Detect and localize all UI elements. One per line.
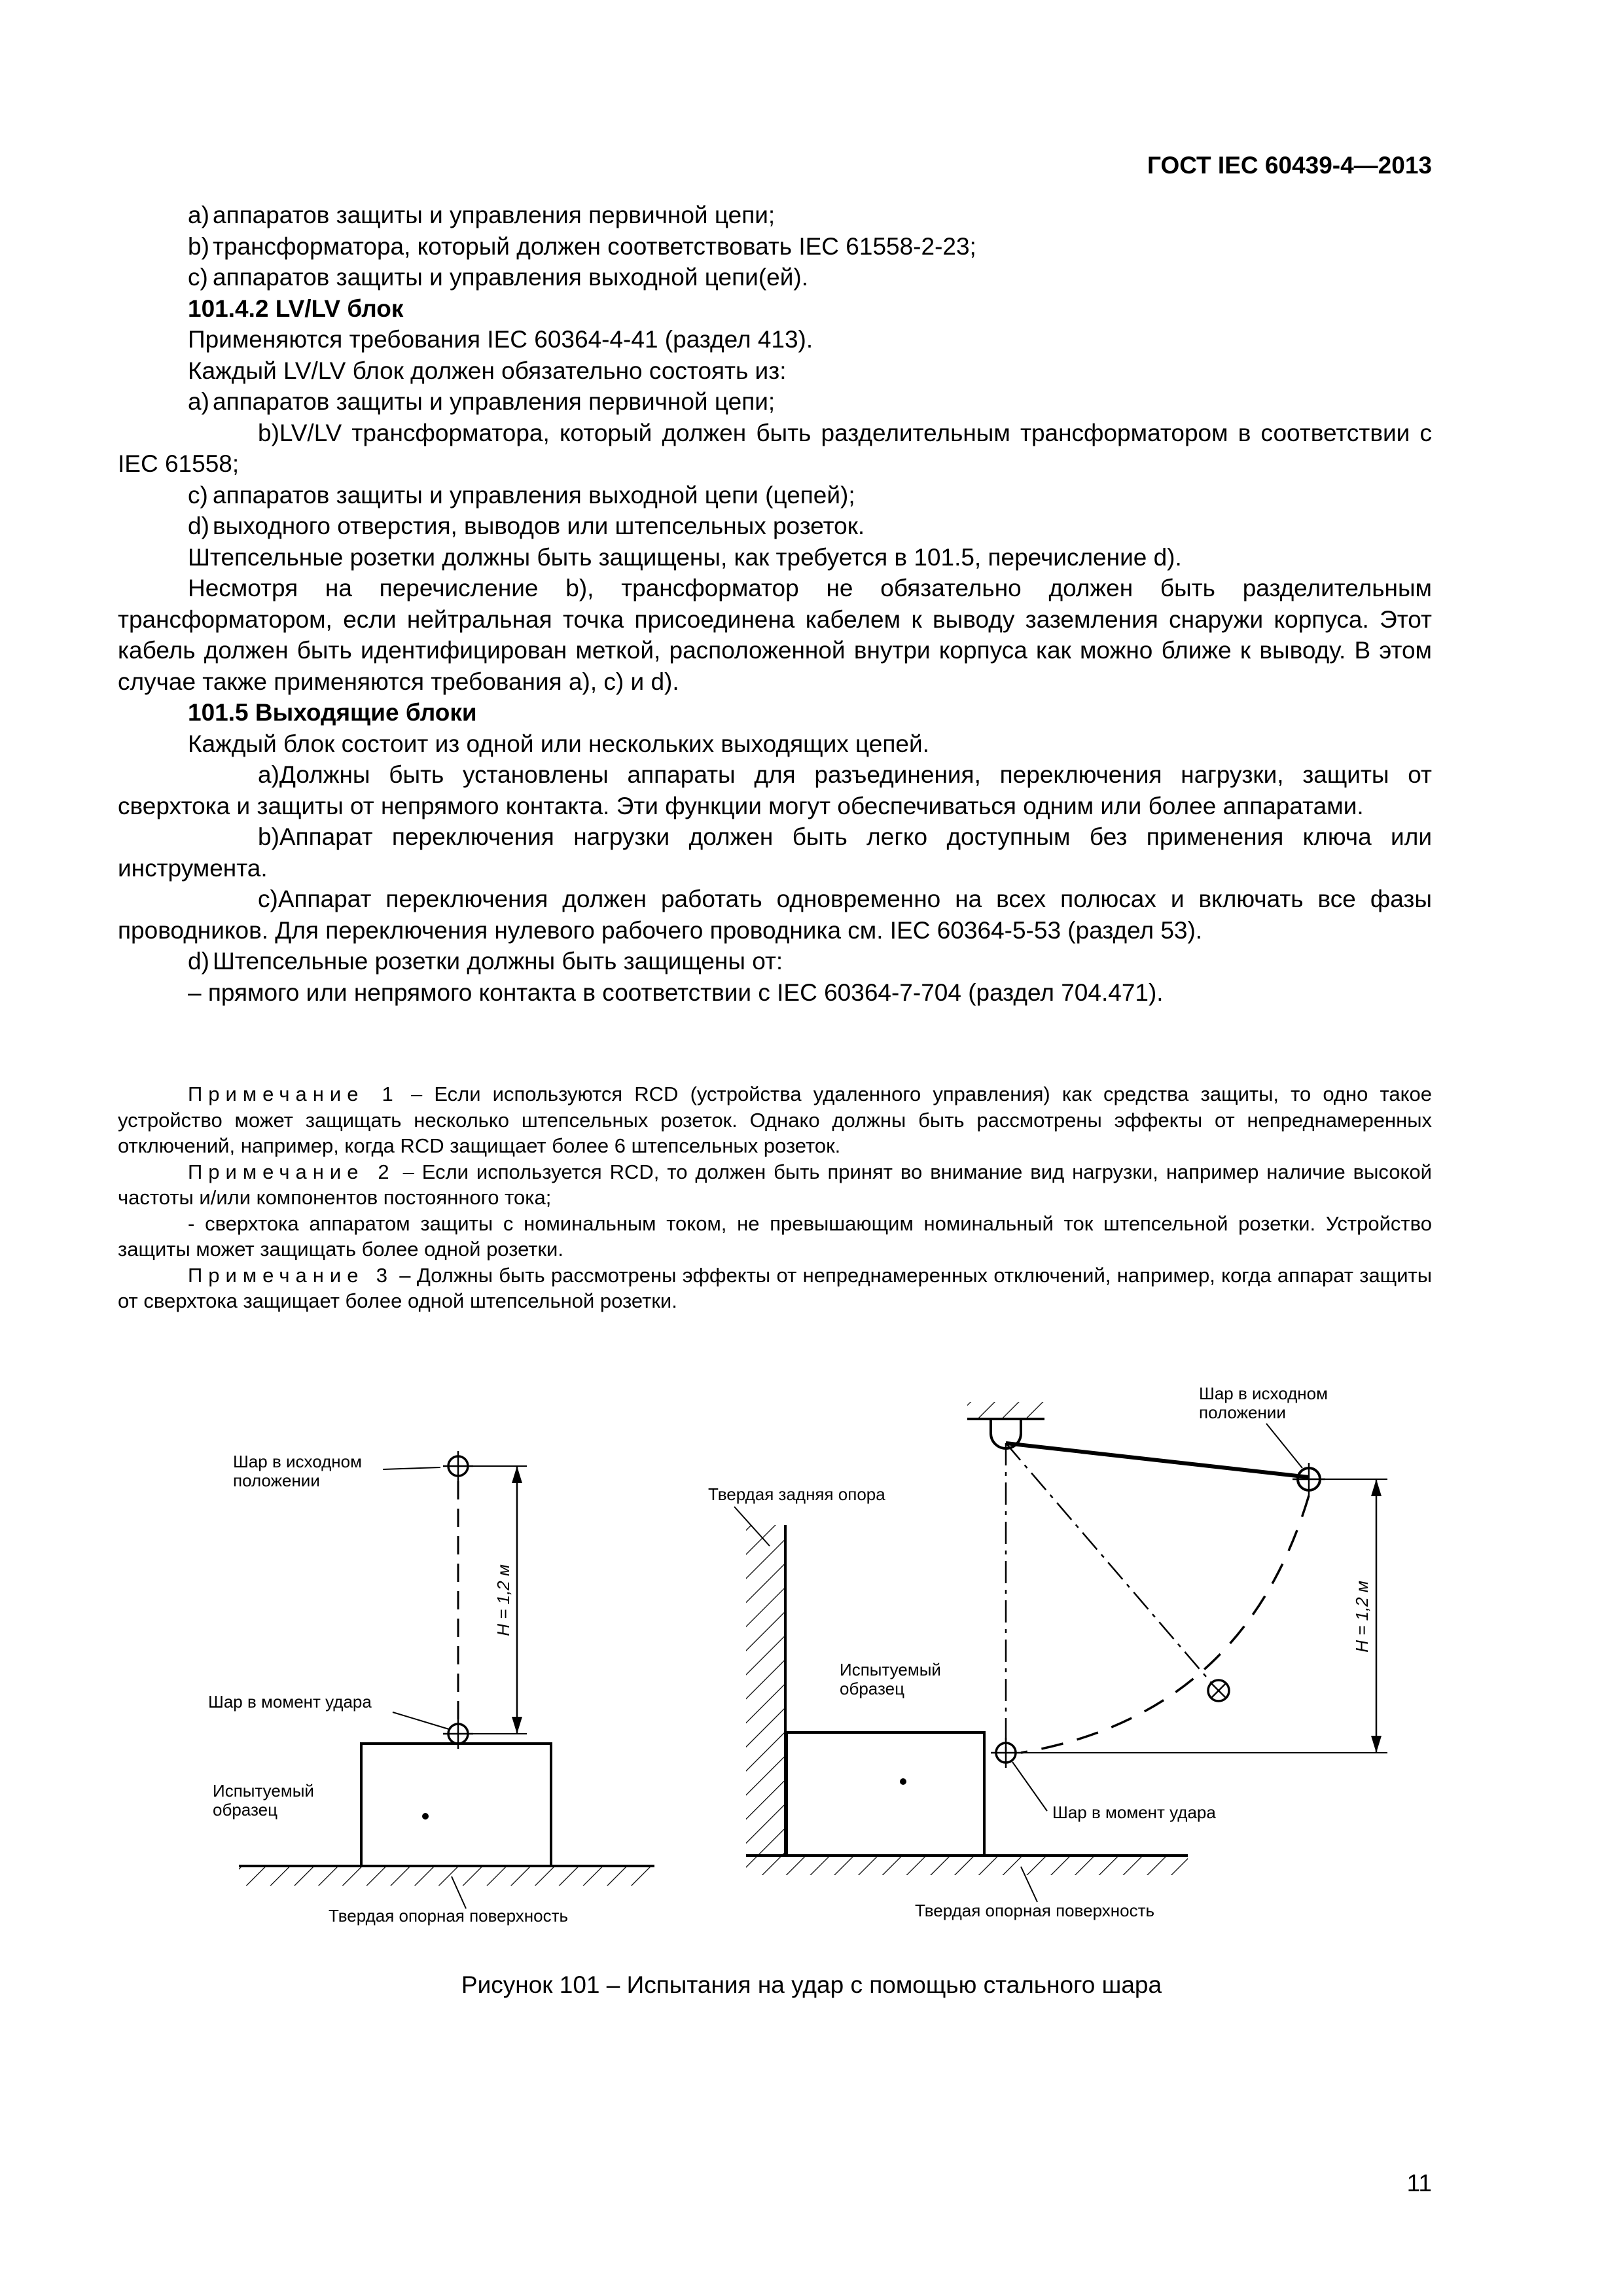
arrow-up-icon <box>512 1466 522 1483</box>
label-sample-1: Испытуемый <box>840 1660 941 1679</box>
list-text: аппаратов защиты и управления первичной цепи; <box>213 388 776 415</box>
list-text: LV/LV трансформатора, который должен быть разделительным трансформатором в соответствии с IEC 61558; <box>118 419 1432 477</box>
list-text: аппаратов защиты и управления первичной цепи; <box>213 202 776 228</box>
impact-test-figure <box>0 1361 1623 1937</box>
notes <box>118 1081 1432 1314</box>
list-text: аппаратов защиты и управления выходной цепи (цепей); <box>213 481 855 509</box>
ball-start-icon <box>1293 1463 1325 1496</box>
list-item <box>118 821 1432 884</box>
list-marker: a) <box>188 202 209 228</box>
label-ball-start-2: положении <box>1199 1403 1286 1422</box>
note-label: Примечание 2 <box>188 1160 395 1183</box>
list-item <box>118 231 1432 262</box>
note-text: – Должны быть рассмотрены эффекты от непреднамеренных отключений, например, когда аппарат защиты от сверхтока защищает более одной штепсельной розетки. <box>118 1263 1432 1312</box>
label-ball-start-1: Шар в исходном <box>233 1452 362 1471</box>
paragraph: Штепсельные розетки должны быть защищены, как требуется в 101.5, перечисление d). <box>188 543 1182 571</box>
free-fall-diagram <box>208 1451 654 1926</box>
label-sample-2: образец <box>840 1679 904 1698</box>
leader-line <box>1012 1762 1047 1811</box>
list-marker: b) <box>258 419 279 446</box>
ground-hatch <box>239 1867 654 1886</box>
label-sample-2: образец <box>213 1800 277 1820</box>
note <box>118 1081 1432 1159</box>
sample-dot <box>900 1778 906 1785</box>
ball-mid-icon <box>1208 1680 1229 1701</box>
paragraph: Применяются требования IEC 60364-4-41 (раздел 413). <box>188 326 813 353</box>
note <box>118 1263 1432 1314</box>
pendulum-diagram <box>708 1384 1387 1920</box>
label-back-support: Твердая задняя опора <box>708 1484 885 1504</box>
list-item <box>118 200 1432 231</box>
list-item <box>118 262 1432 293</box>
paragraph: Каждый LV/LV блок должен обязательно состоять из: <box>188 357 787 384</box>
label-ball-start-1: Шар в исходном <box>1199 1384 1328 1403</box>
height-label: H = 1,2 м <box>493 1564 513 1636</box>
leader-line <box>393 1712 449 1729</box>
label-ball-impact: Шар в момент удара <box>1052 1803 1216 1822</box>
label-sample-1: Испытуемый <box>213 1781 314 1801</box>
list-text: выходного отверстия, выводов или штепсельных розеток. <box>213 512 865 539</box>
list-item <box>118 480 1432 511</box>
body-text <box>118 200 1432 1008</box>
note-text: – Если используется RCD, то должен быть принят во внимание вид нагрузки, например наличие высокой частоты и/или компонентов постоянного тока; <box>118 1160 1432 1209</box>
note-continuation: - сверхтока аппаратом защиты с номинальным током, не превышающим номинальный ток штепсельной розетки. Устройство защиты может защищать более одной розетки. <box>118 1211 1432 1261</box>
list-text: Аппарат переключения нагрузки должен быть легко доступным без применения ключа или инструмента. <box>118 823 1432 882</box>
note-label: Примечание 3 <box>188 1263 393 1287</box>
list-marker: d) <box>188 512 209 539</box>
mid-swing-line <box>1006 1443 1211 1682</box>
figure-caption: Рисунок 101 – Испытания на удар с помощью стального шара <box>461 1971 1162 1998</box>
ball-impact-icon <box>991 1738 1021 1768</box>
list-item <box>118 386 1432 418</box>
ceiling-hatch <box>967 1402 1044 1418</box>
note-label: Примечание 1 <box>188 1083 399 1105</box>
leader-line <box>383 1467 440 1469</box>
list-text: Штепсельные розетки должны быть защищены от: <box>213 948 783 975</box>
list-marker: b) <box>188 232 209 260</box>
paragraph: – прямого или непрямого контакта в соответствии с IEC 60364-7-704 (раздел 704.471). <box>188 978 1164 1006</box>
list-marker: c) <box>258 886 278 912</box>
label-ball-impact: Шар в момент удара <box>208 1692 372 1712</box>
pendulum-string <box>1006 1443 1309 1477</box>
list-text: трансформатора, который должен соответствовать IEC 61558-2-23; <box>213 232 976 260</box>
leader-line <box>1266 1424 1302 1468</box>
list-item <box>118 511 1432 542</box>
list-marker: a) <box>258 761 279 788</box>
paragraph: Каждый блок состоит из одной или нескольких выходящих цепей. <box>188 730 929 757</box>
list-text: Аппарат переключения должен работать одновременно на всех полюсах и включать все фазы проводников. Для переключения нулевого рабочего проводника см. IEC 60364-5-53 (раздел 53). <box>118 886 1432 944</box>
list-item <box>118 759 1432 821</box>
arrow-up-icon <box>1371 1479 1382 1496</box>
test-sample-box <box>361 1744 551 1866</box>
ground-hatch <box>746 1857 1188 1875</box>
list-item <box>118 418 1432 480</box>
list-marker: c) <box>188 264 208 291</box>
section-heading: 101.4.2 LV/LV блок <box>188 295 404 322</box>
note-text: – Если используются RCD (устройства удаленного управления) как средства защиты, то одно такое устройство может защищать несколько штепсельных розеток. Однако должны быть рассмотрены эффекты от непреднамеренных отключений, например, когда RCD защищает более 6 штепсельных розеток. <box>118 1083 1432 1157</box>
list-text: аппаратов защиты и управления выходной цепи(ей). <box>213 264 808 291</box>
label-surface: Твердая опорная поверхность <box>329 1906 569 1926</box>
note <box>118 1159 1432 1211</box>
test-sample-box <box>787 1732 984 1856</box>
arrow-down-icon <box>1371 1736 1382 1753</box>
list-item <box>118 884 1432 946</box>
arrow-down-icon <box>512 1717 522 1734</box>
sample-dot <box>422 1813 429 1820</box>
section-heading: 101.5 Выходящие блоки <box>188 699 477 726</box>
label-surface: Твердая опорная поверхность <box>915 1901 1155 1920</box>
list-item <box>118 946 1432 977</box>
label-ball-start-2: положении <box>233 1471 320 1490</box>
list-marker: c) <box>188 481 208 509</box>
paragraph: Несмотря на перечисление b), трансформатор не обязательно должен быть разделительным трансформатором, если нейтральная точка присоединена кабелем к выводу заземления снаружи корпуса. Этот кабель должен быть идентифицирован меткой, расположенной внутри корпуса как можно ближе к выводу. В этом случае также применяются требования a), c) и d). <box>118 575 1432 695</box>
swing-arc <box>1021 1496 1309 1753</box>
list-marker: d) <box>188 948 209 975</box>
page-number: 11 <box>1406 2170 1432 2197</box>
back-support-hatch <box>746 1525 784 1856</box>
document-id: ГОСТ IEC 60439-4—2013 <box>1147 152 1432 179</box>
list-marker: a) <box>188 388 209 415</box>
list-marker: b) <box>258 823 279 850</box>
list-text: Должны быть установлены аппараты для разъединения, переключения нагрузки, защиты от сверхтока и защиты от непрямого контакта. Эти функции могут обеспечиваться одним или более аппаратами. <box>118 761 1432 819</box>
height-label: H = 1,2 м <box>1352 1581 1372 1653</box>
